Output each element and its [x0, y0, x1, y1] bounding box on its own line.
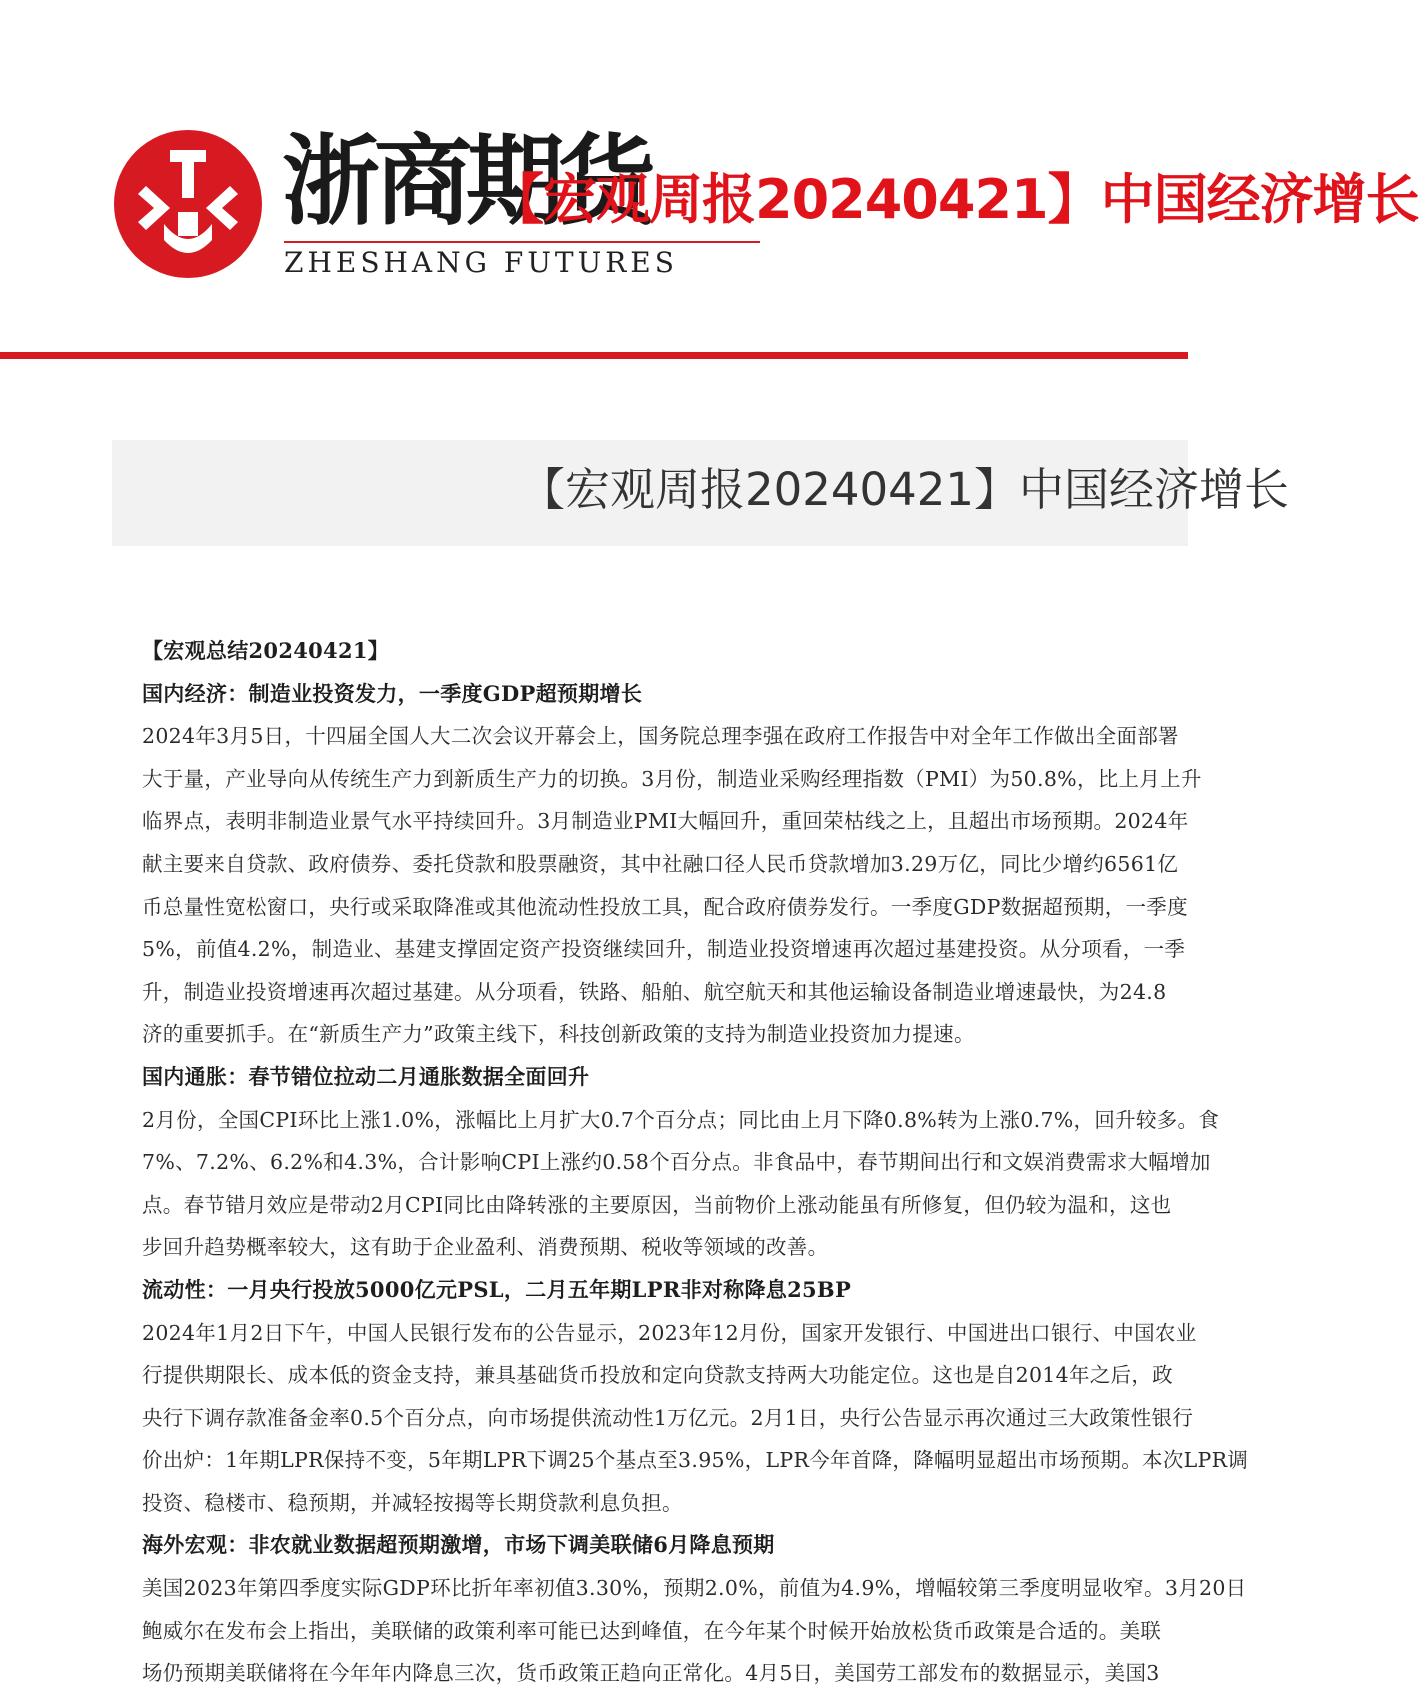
logo-chinese-name: 浙商期货 — [282, 125, 651, 239]
paragraph-line: 临界点，表明非制造业景气水平持续回升。3月制造业PMI大幅回升，重回荣枯线之上，且超出市场预期。2024年 — [142, 809, 1189, 834]
paragraph-line: 美国2023年第四季度实际GDP环比折年率初值3.30%，预期2.0%，前值为4.9%，增幅较第三季度明显收窄。3月20日 — [142, 1576, 1247, 1601]
paragraph-line: 币总量性宽松窗口，央行或采取降准或其他流动性投放工具，配合政府债券发行。一季度GDP数据超预期，一季度 — [142, 894, 1188, 919]
report-title: 【宏观周报20240421】中国经济增长 — [520, 463, 1290, 516]
paragraph-line: 行提供期限长、成本低的资金支持，兼具基础货币投放和定向贷款支持两大功能定位。这也是自2014年之后，政 — [142, 1363, 1173, 1388]
header-divider — [0, 352, 1188, 359]
paragraph-line: 献主要来自贷款、政府债券、委托贷款和股票融资，其中社融口径人民币贷款增加3.29万亿，同比少增约6561亿 — [142, 851, 1179, 876]
logo-divider — [284, 241, 760, 243]
section-heading: 国内通胀：春节错位拉动二月通胀数据全面回升 — [142, 1063, 590, 1089]
paragraph-line: 7%、7.2%、6.2%和4.3%，合计影响CPI上涨约0.58个百分点。非食品中，春节期间出行和文娱消费需求大幅增加 — [142, 1150, 1211, 1175]
paragraph-line: 央行下调存款准备金率0.5个百分点，向市场提供流动性1万亿元。2月1日，央行公告显示再次通过三大政策性银行 — [142, 1405, 1194, 1430]
title-box — [112, 440, 1290, 546]
report-body — [142, 630, 1249, 1695]
paragraph-line: 济的重要抓手。在“新质生产力”政策主线下，科技创新政策的支持为制造业投资加力提速。 — [142, 1022, 975, 1047]
paragraph-line: 价出炉：1年期LPR保持不变，5年期LPR下调25个基点至3.95%，LPR今年首降，降幅明显超出市场预期。本次LPR调 — [142, 1448, 1249, 1473]
paragraph-line: 大于量，产业导向从传统生产力到新质生产力的切换。3月份，制造业采购经理指数（PMI）为50.8%，比上月上升 — [142, 766, 1202, 791]
paragraph-line: 步回升趋势概率较大，这有助于企业盈利、消费预期、税收等领域的改善。 — [142, 1235, 829, 1260]
paragraph-line: 升，制造业投资增速再次超过基建。从分项看，铁路、船舶、航空航天和其他运输设备制造业增速最快，为24.8 — [142, 979, 1167, 1004]
section-heading: 【宏观总结20240421】 — [142, 638, 390, 663]
paragraph-line: 5%，前值4.2%，制造业、基建支撑固定资产投资继续回升，制造业投资增速再次超过基建投资。从分项看，一季 — [142, 937, 1186, 962]
paragraph-line: 鲍威尔在发布会上指出，美联储的政策利率可能已达到峰值，在今年某个时候开始放松货币政策是合适的。美联 — [142, 1618, 1162, 1643]
paragraph-line: 2024年3月5日，十四届全国人大二次会议开幕会上，国务院总理李强在政府工作报告中对全年工作做出全面部署 — [142, 724, 1179, 749]
paragraph-line: 2024年1月2日下午，中国人民银行发布的公告显示，2023年12月份，国家开发银行、中国进出口银行、中国农业 — [142, 1320, 1197, 1345]
paragraph-line: 场仍预期美联储将在今年年内降息三次，货币政策正趋向正常化。4月5日，美国劳工部发布的数据显示，美国3 — [142, 1661, 1160, 1686]
logo-english-name: ZHESHANG FUTURES — [284, 246, 678, 279]
zheshang-logo-icon — [112, 128, 264, 280]
paragraph-line: 2月份，全国CPI环比上涨1.0%，涨幅比上月扩大0.7个百分点；同比由上月下降0.8%转为上涨0.7%，回升较多。食 — [142, 1107, 1220, 1132]
paragraph-line: 点。春节错月效应是带动2月CPI同比由降转涨的主要原因，当前物价上涨动能虽有所修复，但仍较为温和，这也 — [142, 1192, 1172, 1217]
header-title: 【宏观周报20240421】中国经济增长 — [490, 168, 1419, 231]
section-heading: 海外宏观：非农就业数据超预期激增，市场下调美联储6月降息预期 — [142, 1532, 775, 1558]
paragraph-line: 投资、稳楼市、稳预期，并减轻按揭等长期贷款利息负担。 — [142, 1490, 683, 1515]
section-heading: 国内经济：制造业投资发力，一季度GDP超预期增长 — [142, 680, 643, 706]
section-heading: 流动性：一月央行投放5000亿元PSL，二月五年期LPR非对称降息25BP — [142, 1276, 852, 1302]
